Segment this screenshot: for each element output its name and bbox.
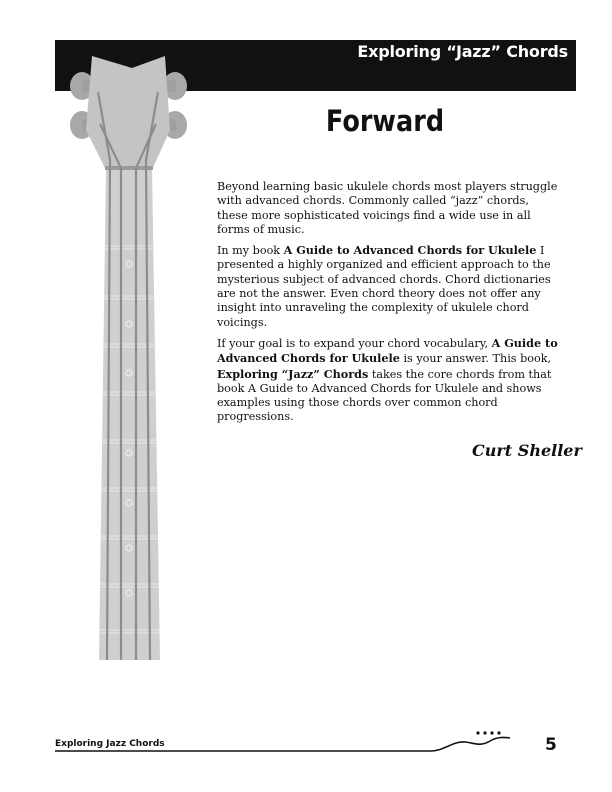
footer-title: Exploring Jazz Chords xyxy=(55,739,165,749)
p3-book-title: A Guide to Advanced Chords for Ukulele xyxy=(217,335,558,366)
page-number: 5 xyxy=(545,735,557,755)
p3-this-book-title: Exploring “Jazz” Chords xyxy=(217,366,369,381)
p2-text-a: In my book xyxy=(217,244,284,258)
p3-text-e: takes the core chords from that book A Guide to Advanced Chords for Ukulele and shows examples using those chords over common chord progressions. xyxy=(217,367,552,424)
paragraph-1: Beyond learning basic ukulele chords most players struggle with advanced chords. Commonly called “jazz” chords, these more sophisticated voicings find a wide use in all forms of music. xyxy=(217,180,558,236)
p2-book-title: A Guide to Advanced Chords for Ukulele xyxy=(283,243,537,258)
p3-text-c: is your answer. This book, xyxy=(399,352,552,366)
page-title: Forward xyxy=(325,104,445,138)
p3-text-a: If your goal is to expand your chord vocabulary, xyxy=(217,336,492,350)
p2-text-c: I presented a highly organized and efficient approach to the mysterious subject of advanced chords. Chord dictionaries are not the answer. Even chord theory does not offer any insight into unraveling the complexity of ukulele chord voicings. xyxy=(217,244,551,329)
header-title: Exploring “Jazz” Chords xyxy=(357,42,568,61)
author-signature: Curt Sheller xyxy=(472,441,582,460)
